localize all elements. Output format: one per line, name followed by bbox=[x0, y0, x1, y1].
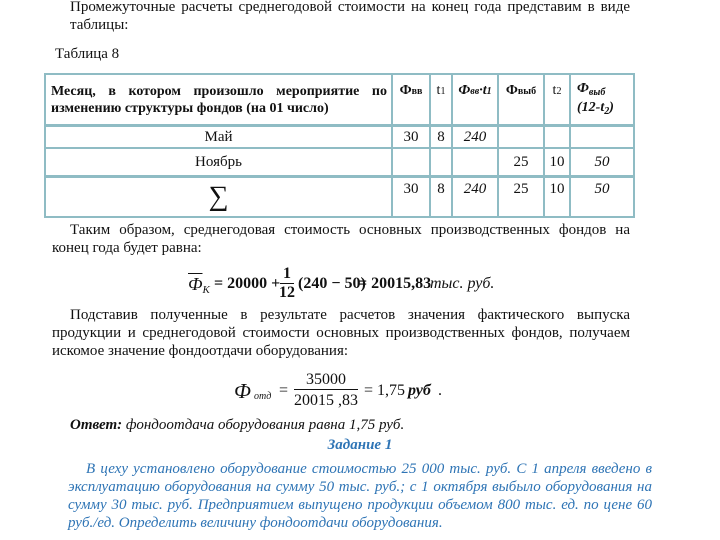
table-caption: Таблица 8 bbox=[55, 46, 120, 62]
sum-t1: 8 bbox=[437, 180, 445, 197]
header-fvyb: Ф выб bbox=[505, 83, 537, 98]
sum-fvv-t1: 240 bbox=[463, 180, 487, 197]
intro-text: Промежуточные расчеты среднегодовой стоимости на конец года представим в виде таблицы: bbox=[70, 0, 630, 33]
data-table bbox=[44, 73, 635, 218]
paragraph-3: Подставив полученные в результате расчетов значения фактического выпуска продукции и среднегодовой стоимости основных производственных фондов, получаем искомое значение фондоотдачи оборудования: bbox=[52, 307, 630, 359]
task-text: В цеху установлено оборудование стоимостью 25 000 тыс. руб. С 1 апреля введено в эксплуатацию оборудования на сумму 50 тыс. руб.; с 1 октября выбыло оборудования на сумму 30 тыс. руб. Предприятием выпущено продукции объемом 800 тыс. ед. по цене 60 руб./ед. Определить величину фондоотдачи оборудования. bbox=[68, 461, 652, 531]
sum-t2: 10 bbox=[549, 180, 565, 197]
row1-t2 bbox=[545, 127, 569, 148]
row2-month: Ноябрь bbox=[195, 153, 242, 170]
row1-last bbox=[571, 127, 633, 148]
row1-t1: 8 bbox=[437, 129, 445, 145]
row2-fvv-t1 bbox=[453, 149, 497, 175]
answer-text: фондоотдача оборудования равна 1,75 руб. bbox=[125, 417, 405, 433]
header-month: Месяц, в котором произошло мероприятие по изменению структуры фондов (на 01 число) bbox=[51, 83, 387, 116]
formula-average-cost: $Ф_К$ = 20000 + 1 12 (240 − 50) = 20015,83 тыс. руб. bbox=[188, 265, 495, 301]
sum-symbol: ∑ bbox=[208, 181, 229, 212]
row2-t1 bbox=[431, 149, 451, 175]
row2-fvv bbox=[393, 149, 429, 175]
paragraph-2: Таким образом, среднегодовая стоимость основных производственных фондов на конец года будет равна: bbox=[52, 222, 630, 256]
header-t1: t 1 bbox=[436, 83, 446, 98]
row1-fvv-t1: 240 bbox=[463, 129, 487, 145]
header-t2: t 2 bbox=[552, 83, 562, 98]
row2-t2: 10 bbox=[549, 153, 565, 170]
sum-fvv: 30 bbox=[403, 180, 419, 197]
sum-fvyb: 25 bbox=[513, 180, 529, 197]
header-fvv-t1: Ф вв ·t 1 bbox=[458, 83, 492, 98]
formula-capital-productivity: Ф отд = 35000 20015 ,83 = 1,75 руб . bbox=[234, 371, 442, 409]
row1-month: Май bbox=[204, 129, 233, 145]
row2-fvyb: 25 bbox=[513, 153, 529, 170]
answer-label: Ответ: bbox=[70, 417, 123, 433]
task-title: Задание 1 bbox=[327, 437, 393, 453]
row1-fvyb bbox=[499, 127, 543, 148]
header-last: $Ф_{выб}$ $(12-t_2)$ bbox=[577, 81, 614, 117]
header-fvv: Ф вв bbox=[399, 83, 423, 98]
row1-fvv: 30 bbox=[403, 129, 419, 145]
sum-last: 50 bbox=[594, 180, 610, 197]
row2-last: 50 bbox=[594, 153, 610, 170]
answer-line bbox=[70, 417, 404, 434]
intro-paragraph bbox=[70, 0, 630, 34]
